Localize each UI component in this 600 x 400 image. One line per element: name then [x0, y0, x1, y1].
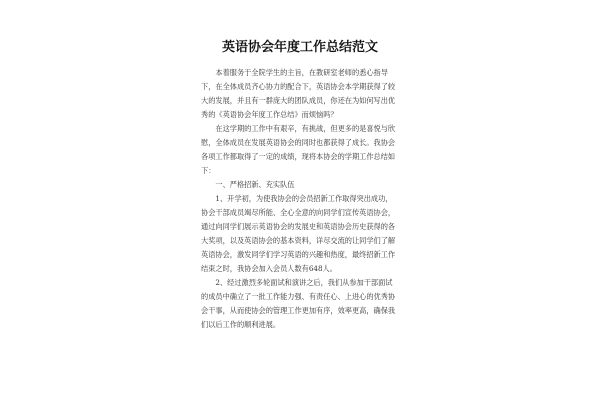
paragraph-item-1: 1、开学初，为使我协会的会员招新工作取得突出成功，协会干部成员竭尽所能、全心全意的向同学们宣传英语协会，通过向同学们展示英语协会的发展史和英语协会历史获得的各大奖项，以及英语协会的基本资料，详尽交流的让同学们了解英语协会，激发同学们学习英语的兴趣和热度，最终招新工作结束之时，我协会加入会员人数有648人。 [201, 194, 396, 273]
paragraph-overview: 在这学期的工作中有艰辛，有挑战，但更多的是喜悦与欣慰，全体成员在发展英语协会的同时也都获得了成长。我协会各项工作都取得了一定的成绩，现将本协会的学期工作总结如下： [201, 124, 396, 175]
document-title: 英语协会年度工作总结范文 [221, 40, 378, 55]
section-heading: 一、严格招新、充实队伍 [215, 180, 295, 189]
paragraph-intro: 本着服务于全院学生的主旨，在教研室老师的悉心指导下，在全体成员齐心协力的配合下，英语协会本学期获得了较大的发展，并且有一群庞大的团队成员，你还在为如何写出优秀的《英语协会年度工作总结》而烦恼吗？ [201, 68, 396, 119]
paragraph-item-2: 2、经过激烈多轮面试和演讲之后，我们从参加干部面试的成员中确立了一批工作能力强、有责任心、上进心的优秀协会干事，从而使协会的管理工作更加有序，效率更高，确保我们以后工作的顺利进展。 [201, 278, 396, 329]
document-body [201, 66, 399, 332]
